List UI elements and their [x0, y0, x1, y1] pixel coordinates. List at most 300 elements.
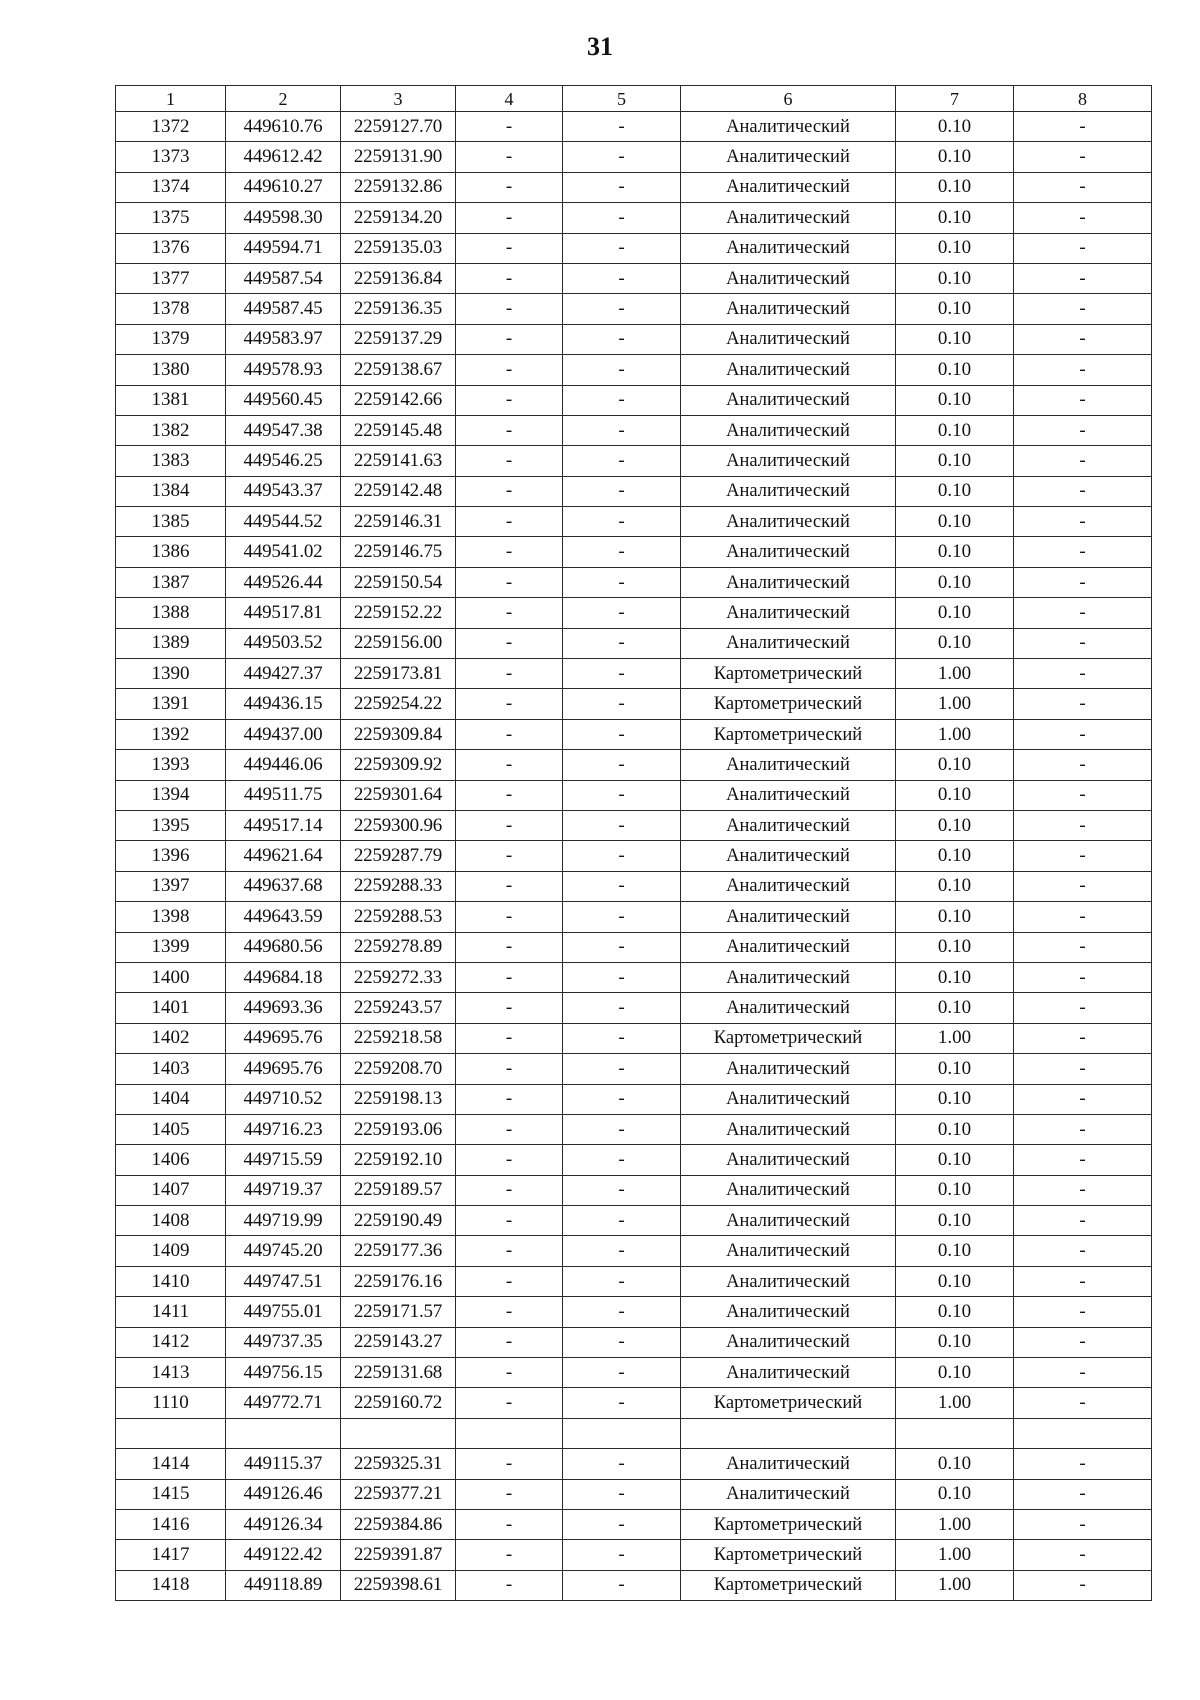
cell-col-8-value: -: [1014, 415, 1152, 445]
cell-method: Картометрический: [681, 1509, 896, 1539]
cell-point-number: 1397: [116, 871, 226, 901]
table-row: [116, 142, 1152, 172]
cell-point-number: 1413: [116, 1358, 226, 1388]
cell-col-4-value: -: [456, 385, 563, 415]
cell-point-number: 1373: [116, 142, 226, 172]
cell-accuracy: 0.10: [896, 1479, 1014, 1509]
cell-col-5-value: -: [563, 659, 681, 689]
cell-col-8-value: -: [1014, 1540, 1152, 1570]
cell-col-5-value: -: [563, 567, 681, 597]
cell-point-number: 1377: [116, 263, 226, 293]
cell-y-coordinate: 2259138.67: [341, 355, 456, 385]
cell-method: Аналитический: [681, 993, 896, 1023]
header-col-7: 7: [896, 86, 1014, 112]
table-row: [116, 1023, 1152, 1053]
cell-x-coordinate: 449126.34: [226, 1509, 341, 1539]
cell-col-8-value: -: [1014, 871, 1152, 901]
cell-col-4-value: -: [456, 1236, 563, 1266]
cell-accuracy: 0.10: [896, 1327, 1014, 1357]
cell-method: Аналитический: [681, 871, 896, 901]
table-row: [116, 112, 1152, 142]
cell-x-coordinate: 449610.76: [226, 112, 341, 142]
cell-col-8-value: -: [1014, 1509, 1152, 1539]
cell-col-4-value: -: [456, 142, 563, 172]
cell-method: Аналитический: [681, 1145, 896, 1175]
cell-col-4-value: -: [456, 112, 563, 142]
cell-col-5-value: -: [563, 1479, 681, 1509]
cell-y-coordinate: 2259254.22: [341, 689, 456, 719]
coordinates-table: [115, 85, 1152, 1601]
cell-col-4-value: -: [456, 355, 563, 385]
cell-method: Аналитический: [681, 1327, 896, 1357]
cell-col-5-value: -: [563, 385, 681, 415]
header-col-5: 5: [563, 86, 681, 112]
cell-accuracy: 0.10: [896, 598, 1014, 628]
cell-x-coordinate: 449684.18: [226, 962, 341, 992]
cell-col-8-value: -: [1014, 507, 1152, 537]
cell-y-coordinate: 2259198.13: [341, 1084, 456, 1114]
cell-col-4-value: -: [456, 1175, 563, 1205]
cell-col-4-value: -: [456, 263, 563, 293]
cell-y-coordinate: 2259208.70: [341, 1054, 456, 1084]
cell-col-8-value: -: [1014, 1327, 1152, 1357]
cell-col-5-value: -: [563, 719, 681, 749]
cell-x-coordinate: 449583.97: [226, 324, 341, 354]
cell-y-coordinate: 2259135.03: [341, 233, 456, 263]
cell-col-8-value: -: [1014, 142, 1152, 172]
cell-col-4-value: -: [456, 780, 563, 810]
cell-x-coordinate: 449517.14: [226, 810, 341, 840]
cell-col-4-value: -: [456, 598, 563, 628]
table-row: [116, 385, 1152, 415]
cell-col-8-value: -: [1014, 537, 1152, 567]
cell-method: Аналитический: [681, 446, 896, 476]
cell-col-5-value: -: [563, 355, 681, 385]
cell-y-coordinate: 2259278.89: [341, 932, 456, 962]
cell-method: Аналитический: [681, 567, 896, 597]
cell-col-8-value: -: [1014, 810, 1152, 840]
cell-col-5-value: -: [563, 415, 681, 445]
cell-point-number: 1393: [116, 750, 226, 780]
cell-y-coordinate: 2259146.31: [341, 507, 456, 537]
cell-y-coordinate: 2259176.16: [341, 1266, 456, 1296]
cell-accuracy: 0.10: [896, 1449, 1014, 1479]
cell-col-5-value: -: [563, 902, 681, 932]
cell-accuracy: 0.10: [896, 263, 1014, 293]
cell-col-5-value: -: [563, 780, 681, 810]
cell-col-8-value: -: [1014, 446, 1152, 476]
cell-accuracy: 1.00: [896, 1388, 1014, 1418]
cell-method: Аналитический: [681, 1236, 896, 1266]
header-col-6: 6: [681, 86, 896, 112]
cell-point-number: 1384: [116, 476, 226, 506]
cell-col-5-value: -: [563, 1023, 681, 1053]
table-row: [116, 932, 1152, 962]
cell-point-number: 1410: [116, 1266, 226, 1296]
cell-y-coordinate: 2259150.54: [341, 567, 456, 597]
table-row: [116, 567, 1152, 597]
cell-x-coordinate: 449715.59: [226, 1145, 341, 1175]
cell-col-4-value: -: [456, 1388, 563, 1418]
cell-col-8-value: -: [1014, 1570, 1152, 1600]
cell-y-coordinate: 2259398.61: [341, 1570, 456, 1600]
cell-y-coordinate: 2259177.36: [341, 1236, 456, 1266]
cell-method: Аналитический: [681, 324, 896, 354]
cell-x-coordinate: 449695.76: [226, 1054, 341, 1084]
cell-y-coordinate: 2259160.72: [341, 1388, 456, 1418]
cell-col-5-value: -: [563, 1509, 681, 1539]
cell-col-8-value: -: [1014, 1114, 1152, 1144]
cell-method: Аналитический: [681, 1206, 896, 1236]
cell-accuracy: 0.10: [896, 1266, 1014, 1296]
cell-y-coordinate: 2259288.53: [341, 902, 456, 932]
table-row: [116, 537, 1152, 567]
cell-method: Аналитический: [681, 932, 896, 962]
cell-col-4-value: -: [456, 1145, 563, 1175]
cell-point-number: [116, 1418, 226, 1448]
cell-x-coordinate: 449745.20: [226, 1236, 341, 1266]
cell-col-5-value: -: [563, 1206, 681, 1236]
cell-col-8-value: -: [1014, 294, 1152, 324]
cell-col-4-value: -: [456, 1509, 563, 1539]
table-row: [116, 628, 1152, 658]
table-row: [116, 233, 1152, 263]
cell-y-coordinate: 2259136.84: [341, 263, 456, 293]
table-row: [116, 1266, 1152, 1296]
table-row: [116, 810, 1152, 840]
cell-accuracy: 0.10: [896, 415, 1014, 445]
header-col-4: 4: [456, 86, 563, 112]
cell-col-8-value: -: [1014, 719, 1152, 749]
cell-accuracy: 0.10: [896, 962, 1014, 992]
cell-col-5-value: -: [563, 1175, 681, 1205]
table-row: [116, 355, 1152, 385]
table-row-separator: [116, 1418, 1152, 1448]
cell-col-8-value: -: [1014, 567, 1152, 597]
cell-col-4-value: -: [456, 476, 563, 506]
cell-method: Аналитический: [681, 810, 896, 840]
cell-col-8-value: -: [1014, 1479, 1152, 1509]
cell-accuracy: 0.10: [896, 1114, 1014, 1144]
table-row: [116, 1145, 1152, 1175]
cell-accuracy: 0.10: [896, 810, 1014, 840]
cell-col-8-value: -: [1014, 932, 1152, 962]
cell-method: Картометрический: [681, 1023, 896, 1053]
cell-x-coordinate: 449118.89: [226, 1570, 341, 1600]
cell-x-coordinate: 449503.52: [226, 628, 341, 658]
cell-col-5-value: -: [563, 962, 681, 992]
cell-col-8-value: -: [1014, 1145, 1152, 1175]
cell-y-coordinate: 2259141.63: [341, 446, 456, 476]
cell-x-coordinate: 449610.27: [226, 172, 341, 202]
cell-accuracy: 0.10: [896, 385, 1014, 415]
table-row: [116, 841, 1152, 871]
cell-col-4-value: -: [456, 750, 563, 780]
cell-point-number: 1401: [116, 993, 226, 1023]
cell-accuracy: 0.10: [896, 1145, 1014, 1175]
cell-y-coordinate: 2259132.86: [341, 172, 456, 202]
table-row: [116, 1358, 1152, 1388]
cell-point-number: 1412: [116, 1327, 226, 1357]
cell-method: Аналитический: [681, 841, 896, 871]
cell-accuracy: [896, 1418, 1014, 1448]
cell-y-coordinate: 2259309.84: [341, 719, 456, 749]
cell-col-5-value: -: [563, 1540, 681, 1570]
cell-accuracy: 1.00: [896, 1540, 1014, 1570]
table-row: [116, 1570, 1152, 1600]
table-row: [116, 1540, 1152, 1570]
table-row: [116, 1297, 1152, 1327]
cell-point-number: 1381: [116, 385, 226, 415]
cell-col-5-value: -: [563, 507, 681, 537]
cell-x-coordinate: 449526.44: [226, 567, 341, 597]
cell-y-coordinate: 2259173.81: [341, 659, 456, 689]
table-row: [116, 1114, 1152, 1144]
cell-point-number: 1387: [116, 567, 226, 597]
cell-x-coordinate: 449710.52: [226, 1084, 341, 1114]
table-row: [116, 203, 1152, 233]
cell-x-coordinate: 449772.71: [226, 1388, 341, 1418]
cell-col-8-value: -: [1014, 1206, 1152, 1236]
cell-col-8-value: -: [1014, 1449, 1152, 1479]
cell-y-coordinate: 2259136.35: [341, 294, 456, 324]
cell-x-coordinate: 449695.76: [226, 1023, 341, 1053]
cell-x-coordinate: 449693.36: [226, 993, 341, 1023]
cell-col-4-value: -: [456, 841, 563, 871]
cell-col-8-value: -: [1014, 324, 1152, 354]
cell-point-number: 1404: [116, 1084, 226, 1114]
cell-method: [681, 1418, 896, 1448]
cell-col-8-value: -: [1014, 1297, 1152, 1327]
cell-method: Аналитический: [681, 628, 896, 658]
cell-col-4-value: -: [456, 1054, 563, 1084]
cell-x-coordinate: 449719.99: [226, 1206, 341, 1236]
cell-y-coordinate: 2259143.27: [341, 1327, 456, 1357]
cell-col-4-value: -: [456, 324, 563, 354]
cell-col-8-value: -: [1014, 993, 1152, 1023]
table-row: [116, 1054, 1152, 1084]
cell-y-coordinate: 2259127.70: [341, 112, 456, 142]
cell-accuracy: 0.10: [896, 142, 1014, 172]
cell-y-coordinate: 2259309.92: [341, 750, 456, 780]
cell-col-5-value: -: [563, 1297, 681, 1327]
cell-x-coordinate: 449587.45: [226, 294, 341, 324]
cell-method: Картометрический: [681, 1570, 896, 1600]
cell-col-5-value: -: [563, 932, 681, 962]
cell-col-4-value: -: [456, 1084, 563, 1114]
cell-col-5-value: -: [563, 1054, 681, 1084]
cell-method: Аналитический: [681, 1175, 896, 1205]
cell-point-number: 1110: [116, 1388, 226, 1418]
cell-y-coordinate: 2259190.49: [341, 1206, 456, 1236]
cell-method: Аналитический: [681, 780, 896, 810]
cell-col-4-value: -: [456, 902, 563, 932]
table-row: [116, 263, 1152, 293]
cell-method: Аналитический: [681, 1266, 896, 1296]
cell-point-number: 1396: [116, 841, 226, 871]
cell-point-number: 1398: [116, 902, 226, 932]
cell-x-coordinate: 449637.68: [226, 871, 341, 901]
cell-x-coordinate: 449126.46: [226, 1479, 341, 1509]
cell-x-coordinate: 449621.64: [226, 841, 341, 871]
cell-col-8-value: -: [1014, 689, 1152, 719]
header-col-8: 8: [1014, 86, 1152, 112]
cell-point-number: 1411: [116, 1297, 226, 1327]
cell-point-number: 1394: [116, 780, 226, 810]
table-header: [116, 86, 1152, 112]
cell-x-coordinate: 449755.01: [226, 1297, 341, 1327]
cell-method: Аналитический: [681, 962, 896, 992]
table-row: [116, 446, 1152, 476]
cell-point-number: 1399: [116, 932, 226, 962]
cell-accuracy: 0.10: [896, 507, 1014, 537]
cell-accuracy: 0.10: [896, 902, 1014, 932]
table-row: [116, 750, 1152, 780]
cell-col-4-value: -: [456, 810, 563, 840]
cell-method: Аналитический: [681, 1358, 896, 1388]
cell-col-4-value: -: [456, 1206, 563, 1236]
cell-y-coordinate: [341, 1418, 456, 1448]
cell-col-4-value: -: [456, 507, 563, 537]
cell-y-coordinate: 2259325.31: [341, 1449, 456, 1479]
cell-col-5-value: -: [563, 628, 681, 658]
cell-col-4-value: -: [456, 628, 563, 658]
cell-col-4-value: -: [456, 1479, 563, 1509]
cell-col-4-value: -: [456, 294, 563, 324]
cell-x-coordinate: 449578.93: [226, 355, 341, 385]
cell-accuracy: 0.10: [896, 932, 1014, 962]
cell-method: Аналитический: [681, 385, 896, 415]
cell-point-number: 1382: [116, 415, 226, 445]
cell-col-4-value: -: [456, 993, 563, 1023]
cell-col-5-value: -: [563, 263, 681, 293]
cell-col-5-value: -: [563, 1084, 681, 1114]
table-row: [116, 871, 1152, 901]
cell-method: Аналитический: [681, 1084, 896, 1114]
cell-accuracy: 0.10: [896, 1175, 1014, 1205]
table-row: [116, 324, 1152, 354]
cell-col-4-value: -: [456, 1023, 563, 1053]
cell-point-number: 1414: [116, 1449, 226, 1479]
cell-col-5-value: -: [563, 203, 681, 233]
table-row: [116, 1479, 1152, 1509]
table-row: [116, 659, 1152, 689]
table-row: [116, 1084, 1152, 1114]
cell-method: Аналитический: [681, 1114, 896, 1144]
cell-col-4-value: -: [456, 1327, 563, 1357]
cell-col-5-value: -: [563, 1449, 681, 1479]
cell-method: Аналитический: [681, 1297, 896, 1327]
cell-point-number: 1386: [116, 537, 226, 567]
cell-col-8-value: -: [1014, 1023, 1152, 1053]
cell-x-coordinate: 449598.30: [226, 203, 341, 233]
cell-col-8-value: -: [1014, 1054, 1152, 1084]
cell-y-coordinate: 2259377.21: [341, 1479, 456, 1509]
cell-col-4-value: [456, 1418, 563, 1448]
cell-col-5-value: [563, 1418, 681, 1448]
cell-col-4-value: -: [456, 659, 563, 689]
cell-col-5-value: -: [563, 172, 681, 202]
cell-method: Картометрический: [681, 1540, 896, 1570]
cell-y-coordinate: 2259193.06: [341, 1114, 456, 1144]
cell-accuracy: 1.00: [896, 1023, 1014, 1053]
cell-method: Аналитический: [681, 263, 896, 293]
cell-x-coordinate: 449612.42: [226, 142, 341, 172]
table-row: [116, 1388, 1152, 1418]
cell-point-number: 1372: [116, 112, 226, 142]
cell-point-number: 1417: [116, 1540, 226, 1570]
table-row: [116, 780, 1152, 810]
cell-col-8-value: -: [1014, 598, 1152, 628]
cell-col-4-value: -: [456, 233, 563, 263]
cell-accuracy: 0.10: [896, 294, 1014, 324]
cell-point-number: 1408: [116, 1206, 226, 1236]
cell-col-5-value: -: [563, 1358, 681, 1388]
cell-y-coordinate: 2259288.33: [341, 871, 456, 901]
cell-point-number: 1389: [116, 628, 226, 658]
cell-point-number: 1407: [116, 1175, 226, 1205]
cell-x-coordinate: 449511.75: [226, 780, 341, 810]
cell-point-number: 1409: [116, 1236, 226, 1266]
cell-method: Аналитический: [681, 233, 896, 263]
table-row: [116, 719, 1152, 749]
cell-accuracy: 0.10: [896, 1054, 1014, 1084]
cell-col-8-value: -: [1014, 1358, 1152, 1388]
cell-x-coordinate: 449560.45: [226, 385, 341, 415]
cell-col-4-value: -: [456, 537, 563, 567]
cell-col-4-value: -: [456, 719, 563, 749]
cell-x-coordinate: 449541.02: [226, 537, 341, 567]
cell-x-coordinate: 449122.42: [226, 1540, 341, 1570]
cell-accuracy: 0.10: [896, 628, 1014, 658]
cell-y-coordinate: 2259134.20: [341, 203, 456, 233]
cell-accuracy: 0.10: [896, 355, 1014, 385]
cell-col-5-value: -: [563, 841, 681, 871]
table-body: [116, 112, 1152, 1601]
page-number: 31: [587, 32, 613, 61]
cell-y-coordinate: 2259384.86: [341, 1509, 456, 1539]
cell-point-number: 1405: [116, 1114, 226, 1144]
cell-point-number: 1378: [116, 294, 226, 324]
cell-accuracy: 0.10: [896, 780, 1014, 810]
cell-col-8-value: -: [1014, 203, 1152, 233]
cell-point-number: 1383: [116, 446, 226, 476]
cell-y-coordinate: 2259142.48: [341, 476, 456, 506]
cell-col-8-value: -: [1014, 385, 1152, 415]
cell-col-8-value: -: [1014, 1084, 1152, 1114]
table-row: [116, 993, 1152, 1023]
cell-accuracy: 0.10: [896, 203, 1014, 233]
cell-col-5-value: -: [563, 446, 681, 476]
cell-method: Аналитический: [681, 203, 896, 233]
cell-y-coordinate: 2259152.22: [341, 598, 456, 628]
cell-col-8-value: -: [1014, 233, 1152, 263]
cell-col-5-value: -: [563, 324, 681, 354]
cell-x-coordinate: 449756.15: [226, 1358, 341, 1388]
cell-x-coordinate: 449719.37: [226, 1175, 341, 1205]
cell-col-8-value: -: [1014, 750, 1152, 780]
cell-accuracy: 1.00: [896, 719, 1014, 749]
cell-col-5-value: -: [563, 1145, 681, 1175]
cell-col-8-value: -: [1014, 1236, 1152, 1266]
cell-col-8-value: -: [1014, 902, 1152, 932]
cell-y-coordinate: 2259272.33: [341, 962, 456, 992]
cell-y-coordinate: 2259243.57: [341, 993, 456, 1023]
cell-method: Аналитический: [681, 902, 896, 932]
cell-accuracy: 0.10: [896, 750, 1014, 780]
cell-col-8-value: -: [1014, 172, 1152, 202]
cell-method: Картометрический: [681, 719, 896, 749]
